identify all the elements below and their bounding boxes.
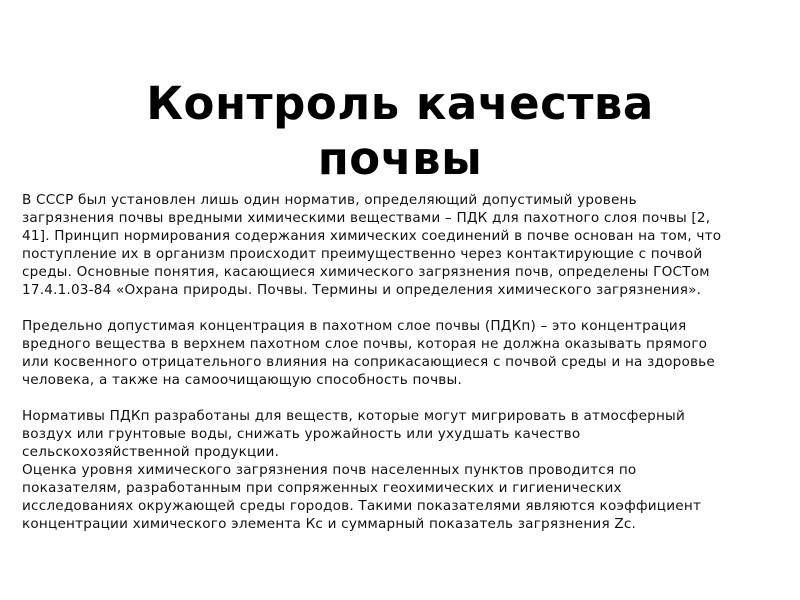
text-line: поступление их в организм происходит преимущественно через контактирующие с почвой: [22, 246, 703, 262]
paragraph-pdk-definition: [22, 317, 792, 389]
text-line: или косвенного отрицательного влияния на соприкасающиеся с почвой среды и на здоровье: [22, 354, 715, 370]
text-line: загрязнения почвы вредными химическими веществами – ПДК для пахотного слоя почвы [2,: [22, 210, 711, 226]
title-line-2: почвы: [317, 132, 483, 185]
paragraph-gap: [22, 299, 792, 317]
text-line: В СССР был установлен лишь один норматив, определяющий допустимый уровень: [22, 192, 637, 208]
text-line: 17.4.1.03-84 «Охрана природы. Почвы. Термины и определения химического загрязнения».: [22, 282, 702, 298]
paragraph-pdk-norms: [22, 407, 792, 461]
paragraph-ussr-standard: [22, 191, 792, 299]
paragraph-pollution-assessment: [22, 461, 792, 533]
text-line: концентрации химического элемента Кс и суммарный показатель загрязнения Zc.: [22, 516, 637, 532]
title-line-1: Контроль качества: [146, 77, 654, 130]
text-line: Нормативы ПДКп разработаны для веществ, которые могут мигрировать в атмосферный: [22, 408, 686, 424]
text-line: Предельно допустимая концентрация в пахотном слое почвы (ПДКп) – это концентрация: [22, 318, 687, 334]
slide-title: [0, 76, 800, 186]
text-line: вредного вещества в верхнем пахотном слое почвы, которая не должна оказывать прямого: [22, 336, 708, 352]
text-line: сельскохозяйственной продукции.: [22, 444, 280, 460]
text-line: исследованиях окружающей среды городов. Такими показателями являются коэффициент: [22, 498, 702, 514]
text-line: Оценка уровня химического загрязнения почв населенных пунктов проводится по: [22, 462, 637, 478]
text-line: 41]. Принцип нормирования содержания химических соединений в почве основан на том, что: [22, 228, 722, 244]
paragraph-gap: [22, 389, 792, 407]
text-line: среды. Основные понятия, касающиеся химического загрязнения почв, определены ГОСТом: [22, 264, 710, 280]
text-line: показателям, разработанным при сопряженных геохимических и гигиенических: [22, 480, 622, 496]
text-line: человека, а также на самоочищающую способность почвы.: [22, 372, 462, 388]
text-line: воздух или грунтовые воды, снижать урожайность или ухудшать качество: [22, 426, 581, 442]
slide-body: [22, 191, 792, 533]
